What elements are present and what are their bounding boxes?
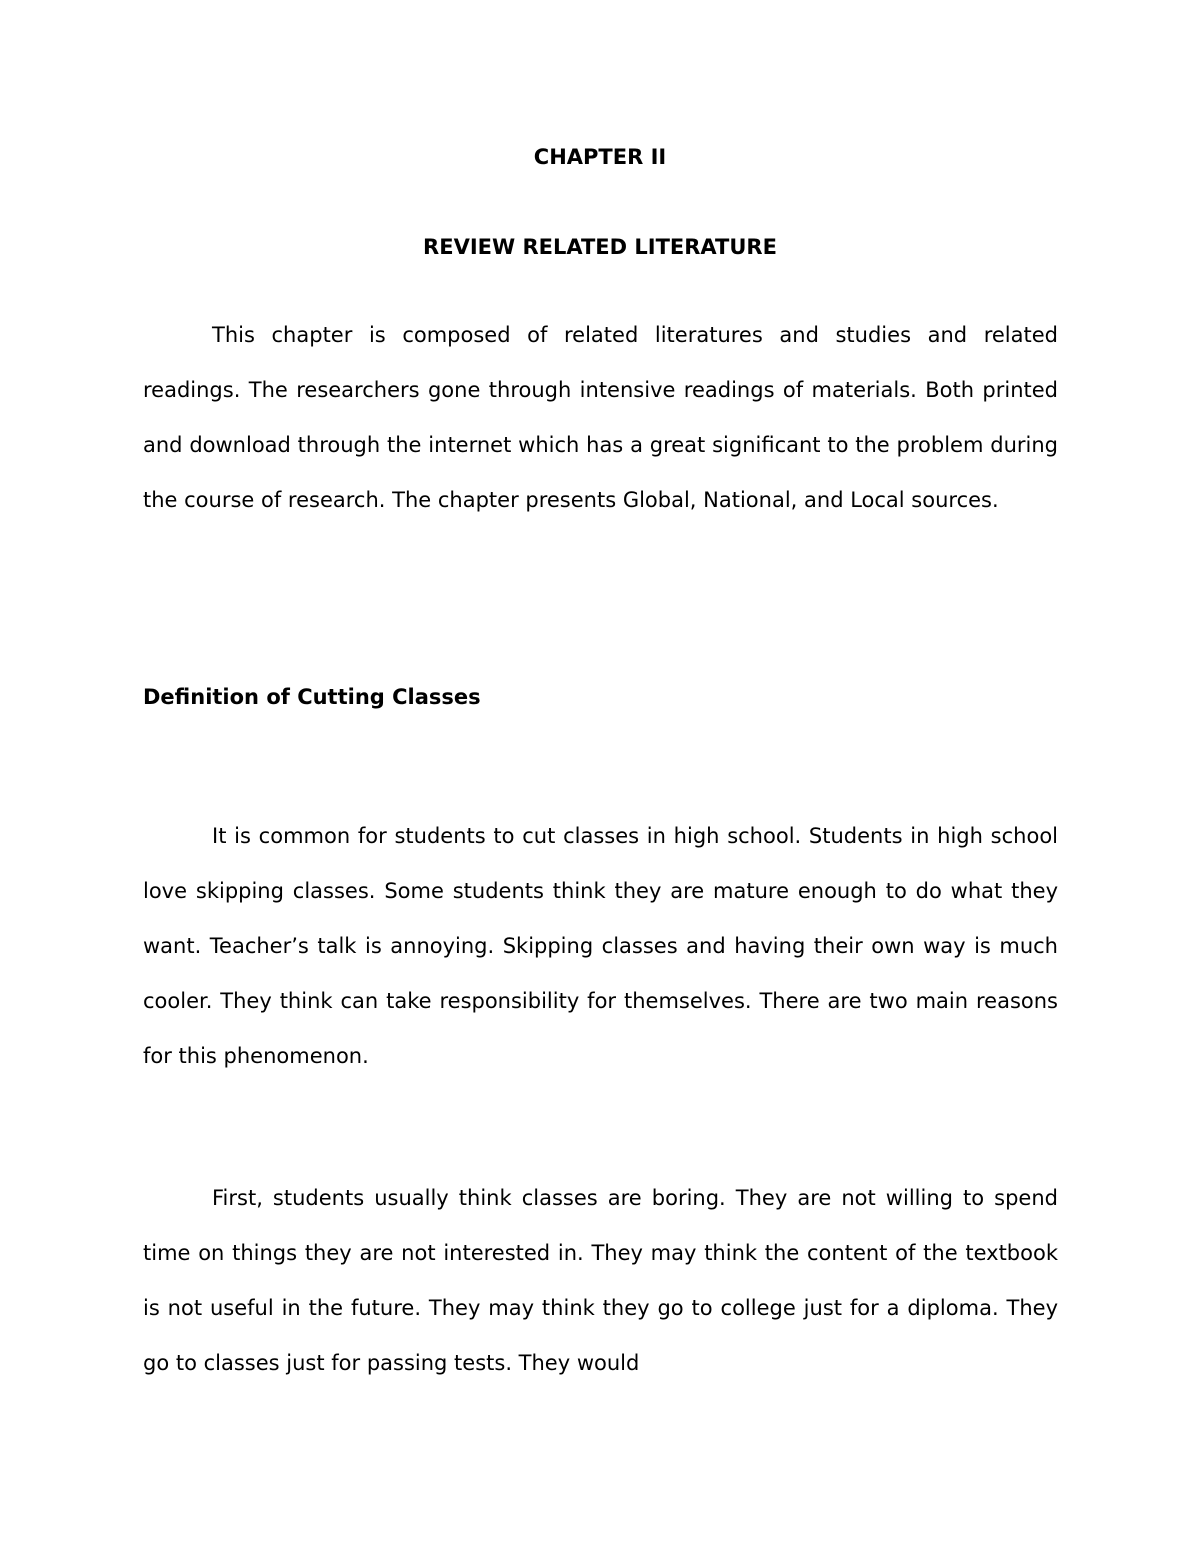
first-reason-paragraph: First, students usually think classes are boring. They are not willing to spend time on things they are not interested in. They may think the content of the textbook is not useful in the future. They may think they go to college just for a diploma. They go to classes just for passing tests. They would (143, 1186, 1058, 1375)
chapter-number: CHAPTER II (533, 145, 667, 169)
definition-paragraph: It is common for students to cut classes in high school. Students in high school love skipping classes. Some students think they are mature enough to do what they want. Teacher’s talk is annoying. Skipping classes and having their own way is much cooler. They think can take responsibility for themselves. There are two main reasons for this phenomenon. (143, 824, 1058, 1068)
section-heading-definition: Definition of Cutting Classes (143, 685, 481, 709)
chapter-title: REVIEW RELATED LITERATURE (423, 235, 777, 259)
intro-paragraph: This chapter is composed of related literatures and studies and related readings. The researchers gone through intensive readings of materials. Both printed and download through the internet which has a great significant to the problem during the course of research. The chapter presents Global, National, and Local sources. (143, 323, 1058, 512)
